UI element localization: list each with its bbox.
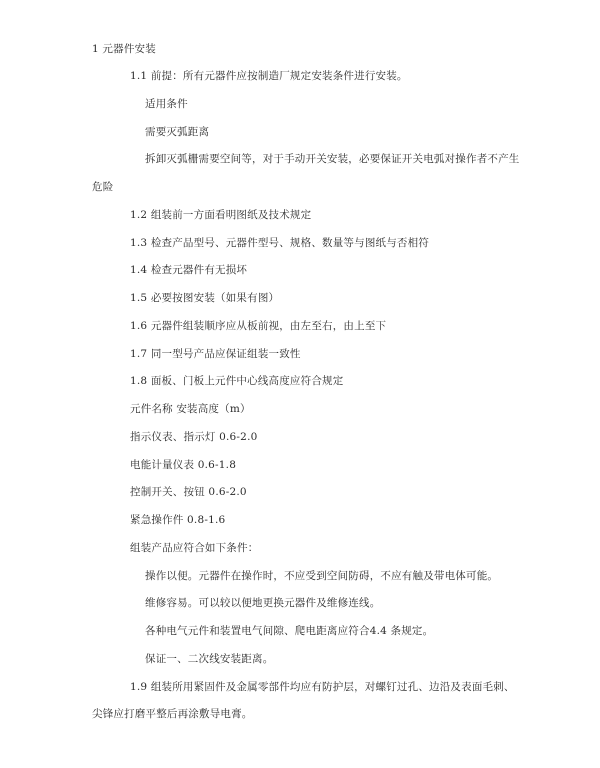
condition-item: 维修容易。可以较以便地更换元器件及维修连线。 bbox=[145, 597, 381, 609]
clause-1-2: 1.2 组装前一方面看明图纸及技术规定 bbox=[130, 209, 312, 221]
table-row: 控制开关、按钮 0.6-2.0 bbox=[130, 486, 247, 498]
condition-item: 保证一、二次线安装距离。 bbox=[145, 653, 274, 665]
paragraph-line: 危险 bbox=[92, 181, 114, 193]
clause-1-7: 1.7 同一型号产品应保证组装一致性 bbox=[130, 348, 301, 360]
clause-1-5: 1.5 必要按图安装（如果有图） bbox=[130, 292, 280, 304]
clause-1-6: 1.6 元器件组装顺序应从板前视，由左至右，由上至下 bbox=[130, 320, 387, 332]
clause-1-1: 1.1 前提：所有元器件应按制造厂规定安装条件进行安装。 bbox=[130, 70, 408, 82]
conditions-intro: 组装产品应符合如下条件： bbox=[130, 542, 259, 554]
section-heading: 1 元器件安装 bbox=[92, 43, 156, 55]
clause-1-8: 1.8 面板、门板上元件中心线高度应符合规定 bbox=[130, 375, 344, 387]
condition-item: 需要灭弧距离 bbox=[145, 126, 210, 138]
table-header: 元件名称 安装高度（m） bbox=[130, 403, 251, 415]
clause-1-9: 1.9 组装所用紧固件及金属零部件均应有防护层，对螺钉过孔、边沿及表面毛刺、 bbox=[130, 681, 515, 693]
clause-1-3: 1.3 检查产品型号、元器件型号、规格、数量等与图纸与否相符 bbox=[130, 237, 430, 249]
clause-1-4: 1.4 检查元器件有无损坏 bbox=[130, 264, 248, 276]
table-row: 电能计量仪表 0.6-1.8 bbox=[130, 459, 237, 471]
table-row: 紧急操作件 0.8-1.6 bbox=[130, 514, 226, 526]
condition-item: 各种电气元件和装置电气间隙、爬电距离应符合4.4 条规定。 bbox=[145, 625, 434, 637]
paragraph-line: 尖锋应打磨平整后再涂敷导电膏。 bbox=[92, 708, 253, 720]
condition-item: 操作以便。元器件在操作时，不应受到空间防碍，不应有触及带电体可能。 bbox=[145, 570, 499, 582]
paragraph-line: 拆卸灭弧栅需要空间等，对于手动开关安装，必要保证开关电弧对操作者不产生 bbox=[145, 153, 520, 165]
condition-item: 适用条件 bbox=[145, 98, 188, 110]
table-row: 指示仪表、指示灯 0.6-2.0 bbox=[130, 431, 258, 443]
